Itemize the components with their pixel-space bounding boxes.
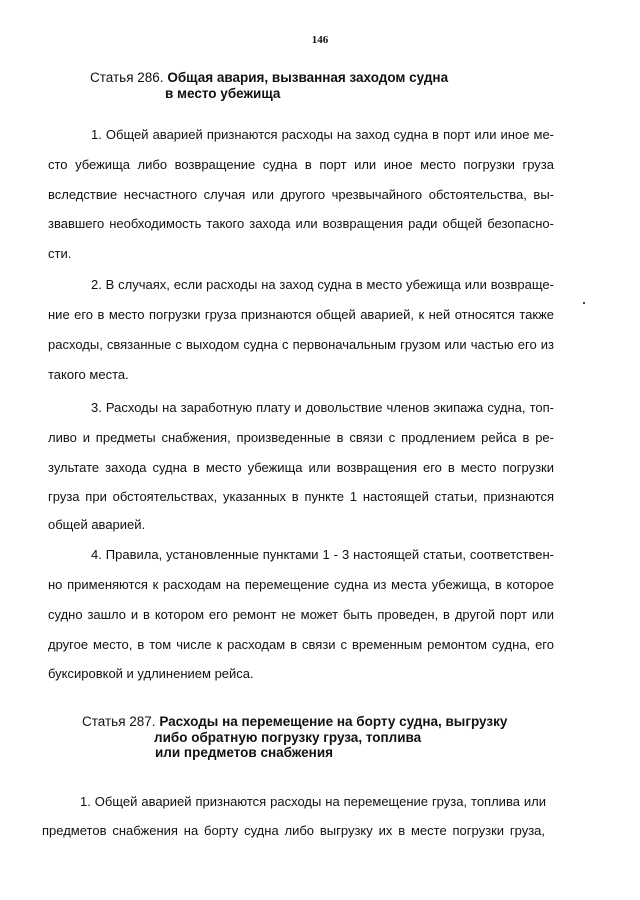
text-line: другое место, в том числе к расходам в связи с временным ремонтом судна, его bbox=[48, 637, 554, 652]
article-label: Статья 287. bbox=[82, 714, 156, 729]
article-286-heading bbox=[90, 70, 448, 85]
article-287-heading bbox=[82, 714, 507, 729]
text-line: сти. bbox=[48, 246, 72, 261]
article-title: Расходы на перемещение на борту судна, выгрузку bbox=[159, 714, 508, 729]
article-title-cont: в место убежища bbox=[165, 86, 281, 101]
text-line: груза при обстоятельствах, указанных в пункте 1 настоящей статьи, признаются bbox=[48, 489, 554, 504]
text-line: 4. Правила, установленные пунктами 1 - 3 настоящей статьи, соответствен- bbox=[91, 547, 554, 562]
text-line: судно зашло и в котором его ремонт не может быть проведен, в другой порт или bbox=[48, 607, 554, 622]
text-line: такого места. bbox=[48, 367, 129, 382]
article-title-cont: либо обратную погрузку груза, топлива bbox=[154, 730, 422, 745]
article-label: Статья 286. bbox=[90, 70, 164, 85]
text-line: предметов снабжения на борту судна либо выгрузку их в месте погрузки груза, bbox=[42, 823, 545, 838]
article-title: Общая авария, вызванная заходом судна bbox=[167, 70, 449, 85]
text-line: общей аварией. bbox=[48, 517, 146, 532]
text-line: расходы, связанные с выходом судна с первоначальным грузом или частью его из bbox=[48, 337, 554, 352]
text-line: 3. Расходы на заработную плату и довольствие членов экипажа судна, топ- bbox=[91, 400, 554, 415]
text-line: 1. Общей аварией признаются расходы на перемещение груза, топлива или bbox=[80, 794, 546, 809]
article-287-heading-cont bbox=[154, 730, 421, 745]
text-line: буксировкой и удлинением рейса. bbox=[48, 666, 254, 681]
page-number: 146 bbox=[311, 34, 329, 46]
text-line: 1. Общей аварией признаются расходы на заход судна в порт или иное ме- bbox=[91, 127, 554, 142]
article-title-cont: или предметов снабжения bbox=[155, 745, 334, 760]
text-line: ливо и предметы снабжения, произведенные в связи с продлением рейса в ре- bbox=[48, 430, 554, 445]
text-line: ние его в место погрузки груза признаются общей аварией, к ней относятся также bbox=[48, 307, 554, 322]
article-286-heading-cont bbox=[165, 86, 280, 101]
text-line: звавшего необходимость такого захода или возвращения ради общей безопасно- bbox=[48, 216, 554, 231]
scan-artifact bbox=[583, 302, 585, 304]
text-line: но применяются к расходам на перемещение судна из места убежища, в которое bbox=[48, 577, 554, 592]
text-line: сто убежища либо возвращение судна в порт или иное место погрузки груза bbox=[48, 157, 554, 172]
text-line: зультате захода судна в место убежища или возвращения его в место погрузки bbox=[48, 460, 554, 475]
text-line: 2. В случаях, если расходы на заход судна в место убежища или возвраще- bbox=[91, 277, 554, 292]
text-line: вследствие несчастного случая или другого чрезвычайного обстоятельства, вы- bbox=[48, 187, 554, 202]
article-287-heading-cont bbox=[155, 745, 333, 760]
